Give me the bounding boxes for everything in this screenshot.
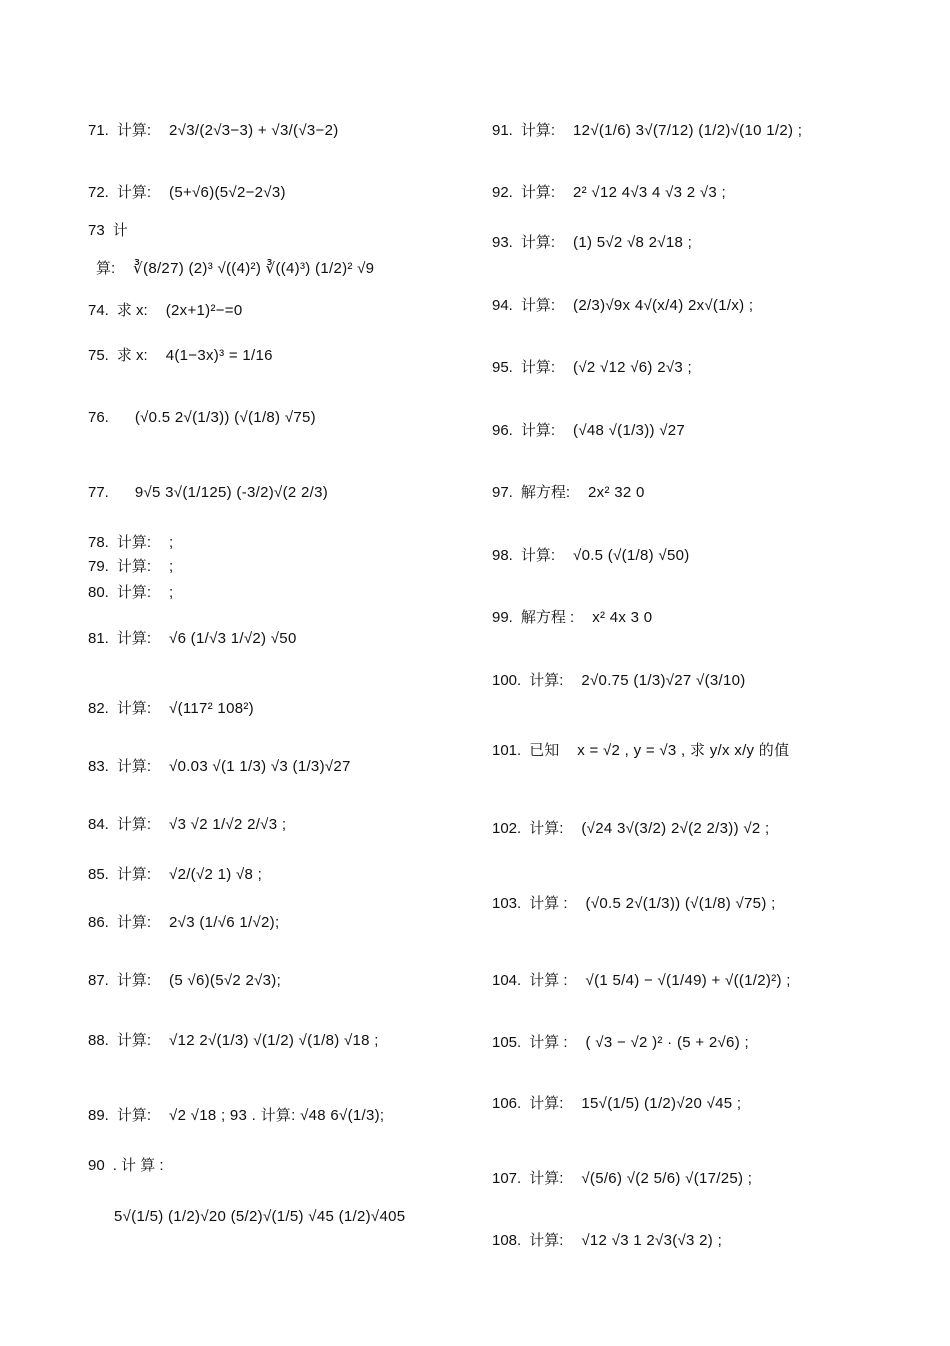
problem-item — [492, 120, 802, 142]
problem-number: 84. — [88, 816, 109, 833]
problem-number: 76. — [88, 409, 109, 426]
problem-number: 74. — [88, 302, 109, 319]
problem-expression: (5 √6)(5√2 2√3); — [169, 972, 282, 989]
problem-item — [88, 814, 286, 836]
problem-expression: √12 √3 1 2√3(√3 2) ; — [581, 1232, 723, 1249]
problem-item — [88, 1155, 182, 1177]
problem-label: 计算: — [529, 1232, 564, 1249]
problem-number: 86. — [88, 914, 109, 931]
problem-expression: 2√0.75 (1/3)√27 √(3/10) — [581, 672, 746, 689]
problem-expression: (√24 3√(3/2) 2√(2 2/3)) √2 ; — [581, 820, 770, 837]
problem-expression: (2/3)√9x 4√(x/4) 2x√(1/x) ; — [573, 297, 754, 314]
problem-expression: (2x+1)²−=0 — [165, 302, 243, 319]
problem-item — [492, 893, 776, 915]
problem-expression: √6 (1/√3 1/√2) √50 — [169, 630, 297, 647]
problem-label: 计算: — [116, 816, 152, 833]
problem-label: . 计 算 : — [112, 1157, 164, 1174]
problem-expression: √0.5 (√(1/8) √50) — [573, 547, 690, 564]
problem-expression: (√2 √12 √6) 2√3 ; — [573, 359, 692, 376]
problem-item — [88, 756, 351, 778]
problem-item — [88, 912, 279, 934]
problem-label: 求 x: — [116, 302, 148, 319]
problem-item — [492, 420, 685, 442]
problem-item — [88, 628, 297, 650]
problem-label: 计算: — [116, 534, 152, 551]
problem-expression: 2x² 32 0 — [588, 484, 645, 501]
problem-number: 80. — [88, 584, 109, 601]
problem-expression: ; — [169, 584, 174, 601]
problem-number: 72. — [88, 184, 109, 201]
problem-expression: ( √3 − √2 )² · (5 + 2√6) ; — [585, 1034, 749, 1051]
problem-label: 计算: — [116, 758, 152, 775]
problem-number: 106. — [492, 1095, 522, 1112]
problem-item — [492, 357, 692, 379]
problem-label: 已知 — [529, 742, 560, 759]
problem-item — [492, 545, 690, 567]
problem-expression: √2 √18 ; 93 . 计算: √48 6√(1/3); — [169, 1107, 385, 1124]
problem-item — [492, 607, 652, 629]
problem-item — [492, 295, 753, 317]
problem-number: 104. — [492, 972, 522, 989]
problem-item — [88, 556, 174, 578]
problem-expression: ∛(8/27) (2)³ √((4)²) ∛((4)³) (1/2)² √9 — [133, 260, 375, 277]
problem-number: 103. — [492, 895, 522, 912]
problem-item — [492, 740, 789, 762]
problem-number: 99. — [492, 609, 513, 626]
problem-label: 计算: — [116, 584, 152, 601]
problem-expression: √(117² 108²) — [169, 700, 254, 717]
problem-label: 计算 : — [529, 972, 568, 989]
problem-label: 计算: — [116, 866, 152, 883]
problem-number: 79. — [88, 558, 109, 575]
problem-label: 计算: — [520, 422, 556, 439]
problem-number: 96. — [492, 422, 513, 439]
problem-expression: 9√5 3√(1/125) (-3/2)√(2 2/3) — [134, 484, 329, 501]
problem-item — [88, 182, 286, 204]
problem-item — [492, 1168, 752, 1190]
problem-item — [88, 582, 174, 604]
problem-number: 75. — [88, 347, 109, 364]
problem-item — [492, 1093, 741, 1115]
problem-label: 计算 : — [529, 1034, 568, 1051]
problem-number: 78. — [88, 534, 109, 551]
problem-expression: 2² √12 4√3 4 √3 2 √3 ; — [573, 184, 726, 201]
problem-number: 100. — [492, 672, 522, 689]
problem-item — [88, 345, 273, 367]
problem-number: 107. — [492, 1170, 522, 1187]
problem-item — [88, 970, 281, 992]
problem-expression: 2√3/(2√3−3) + √3/(√3−2) — [169, 122, 339, 139]
problem-expression: 4(1−3x)³ = 1/16 — [165, 347, 273, 364]
problem-number: 91. — [492, 122, 513, 139]
problem-item — [88, 1105, 384, 1127]
problem-number: 105. — [492, 1034, 522, 1051]
problem-item — [492, 482, 645, 504]
problem-expression: x = √2 , y = √3 , 求 y/x x/y 的值 — [577, 742, 790, 759]
problem-expression: (5+√6)(5√2−2√3) — [169, 184, 286, 201]
problem-label: 计算: — [116, 1032, 152, 1049]
problem-number: 97. — [492, 484, 513, 501]
problem-expression: (√48 √(1/3)) √27 — [573, 422, 686, 439]
problem-item — [492, 1032, 749, 1054]
problem-number: 88. — [88, 1032, 109, 1049]
problem-number: 102. — [492, 820, 522, 837]
problem-expression: ; — [169, 534, 174, 551]
problem-item — [88, 532, 174, 554]
problem-label: 计算: — [529, 672, 564, 689]
problem-label: 解方程 : — [520, 609, 575, 626]
problem-item — [492, 182, 726, 204]
problem-label: 计算: — [116, 700, 152, 717]
problem-expression: x² 4x 3 0 — [592, 609, 653, 626]
problem-item — [88, 864, 262, 886]
problem-expression: √0.03 √(1 1/3) √3 (1/3)√27 — [169, 758, 351, 775]
problem-label: 计算: — [116, 184, 152, 201]
problem-number: 92. — [492, 184, 513, 201]
problem-label: 计算: — [116, 122, 152, 139]
problem-label: 计算: — [529, 820, 564, 837]
problem-label: 计算: — [116, 1107, 152, 1124]
problem-item — [88, 120, 339, 142]
problem-item — [88, 407, 316, 429]
problem-expression: √(5/6) √(2 5/6) √(17/25) ; — [581, 1170, 753, 1187]
problem-label: 计算: — [520, 359, 556, 376]
problem-label: 计算 : — [529, 895, 568, 912]
problem-label: 求 x: — [116, 347, 148, 364]
problem-expression: √2/(√2 1) √8 ; — [169, 866, 263, 883]
problem-expression: 15√(1/5) (1/2)√20 √45 ; — [581, 1095, 742, 1112]
problem-number: 73 — [88, 222, 105, 239]
problem-number: 82. — [88, 700, 109, 717]
problem-number: 85. — [88, 866, 109, 883]
problem-label: 解方程: — [520, 484, 571, 501]
problem-item — [88, 1030, 379, 1052]
problem-expression: 12√(1/6) 3√(7/12) (1/2)√(10 1/2) ; — [573, 122, 803, 139]
problem-label: 计算: — [116, 914, 152, 931]
problem-item — [88, 1206, 405, 1228]
problem-number: 71. — [88, 122, 109, 139]
problem-label: 计算: — [116, 630, 152, 647]
problem-label: 计算: — [116, 972, 152, 989]
problem-number: 93. — [492, 234, 513, 251]
problem-number: 94. — [492, 297, 513, 314]
problem-number: 81. — [88, 630, 109, 647]
problem-item — [88, 698, 254, 720]
problem-label: 算: — [96, 260, 116, 277]
problem-label: 计算: — [520, 547, 556, 564]
problem-label: 计算: — [520, 297, 556, 314]
problem-item — [492, 970, 791, 992]
problem-number: 90 — [88, 1157, 105, 1174]
problem-number: 95. — [492, 359, 513, 376]
problem-label: 计算: — [529, 1170, 564, 1187]
problem-expression: (√0.5 2√(1/3)) (√(1/8) √75) ; — [585, 895, 776, 912]
problem-label: 计算: — [520, 122, 556, 139]
problem-item — [492, 670, 746, 692]
problem-label: 计算: — [529, 1095, 564, 1112]
problem-number: 108. — [492, 1232, 522, 1249]
problem-number: 89. — [88, 1107, 109, 1124]
problem-number: 77. — [88, 484, 109, 501]
problem-number: 83. — [88, 758, 109, 775]
problem-label: 计算: — [520, 234, 556, 251]
problem-expression: √12 2√(1/3) √(1/2) √(1/8) √18 ; — [169, 1032, 379, 1049]
problem-expression: 2√3 (1/√6 1/√2); — [169, 914, 280, 931]
problem-item — [88, 258, 374, 280]
problem-expression: (1) 5√2 √8 2√18 ; — [573, 234, 693, 251]
problem-number: 101. — [492, 742, 522, 759]
problem-item — [88, 482, 328, 504]
problem-expression: (√0.5 2√(1/3)) (√(1/8) √75) — [134, 409, 316, 426]
problem-number: 98. — [492, 547, 513, 564]
problem-label: 计算: — [116, 558, 152, 575]
problem-label: 计 — [112, 222, 128, 239]
problem-item — [492, 818, 769, 840]
problem-expression: ; — [169, 558, 174, 575]
problem-label: 计算: — [520, 184, 556, 201]
problem-item — [88, 300, 243, 322]
problem-expression: √(1 5/4) − √(1/49) + √((1/2)²) ; — [585, 972, 791, 989]
problem-item — [492, 1230, 722, 1252]
problem-item — [88, 220, 146, 242]
problem-expression: √3 √2 1/√2 2/√3 ; — [169, 816, 287, 833]
problem-number: 87. — [88, 972, 109, 989]
problem-item — [492, 232, 692, 254]
problem-expression: 5√(1/5) (1/2)√20 (5/2)√(1/5) √45 (1/2)√405 — [114, 1208, 406, 1225]
